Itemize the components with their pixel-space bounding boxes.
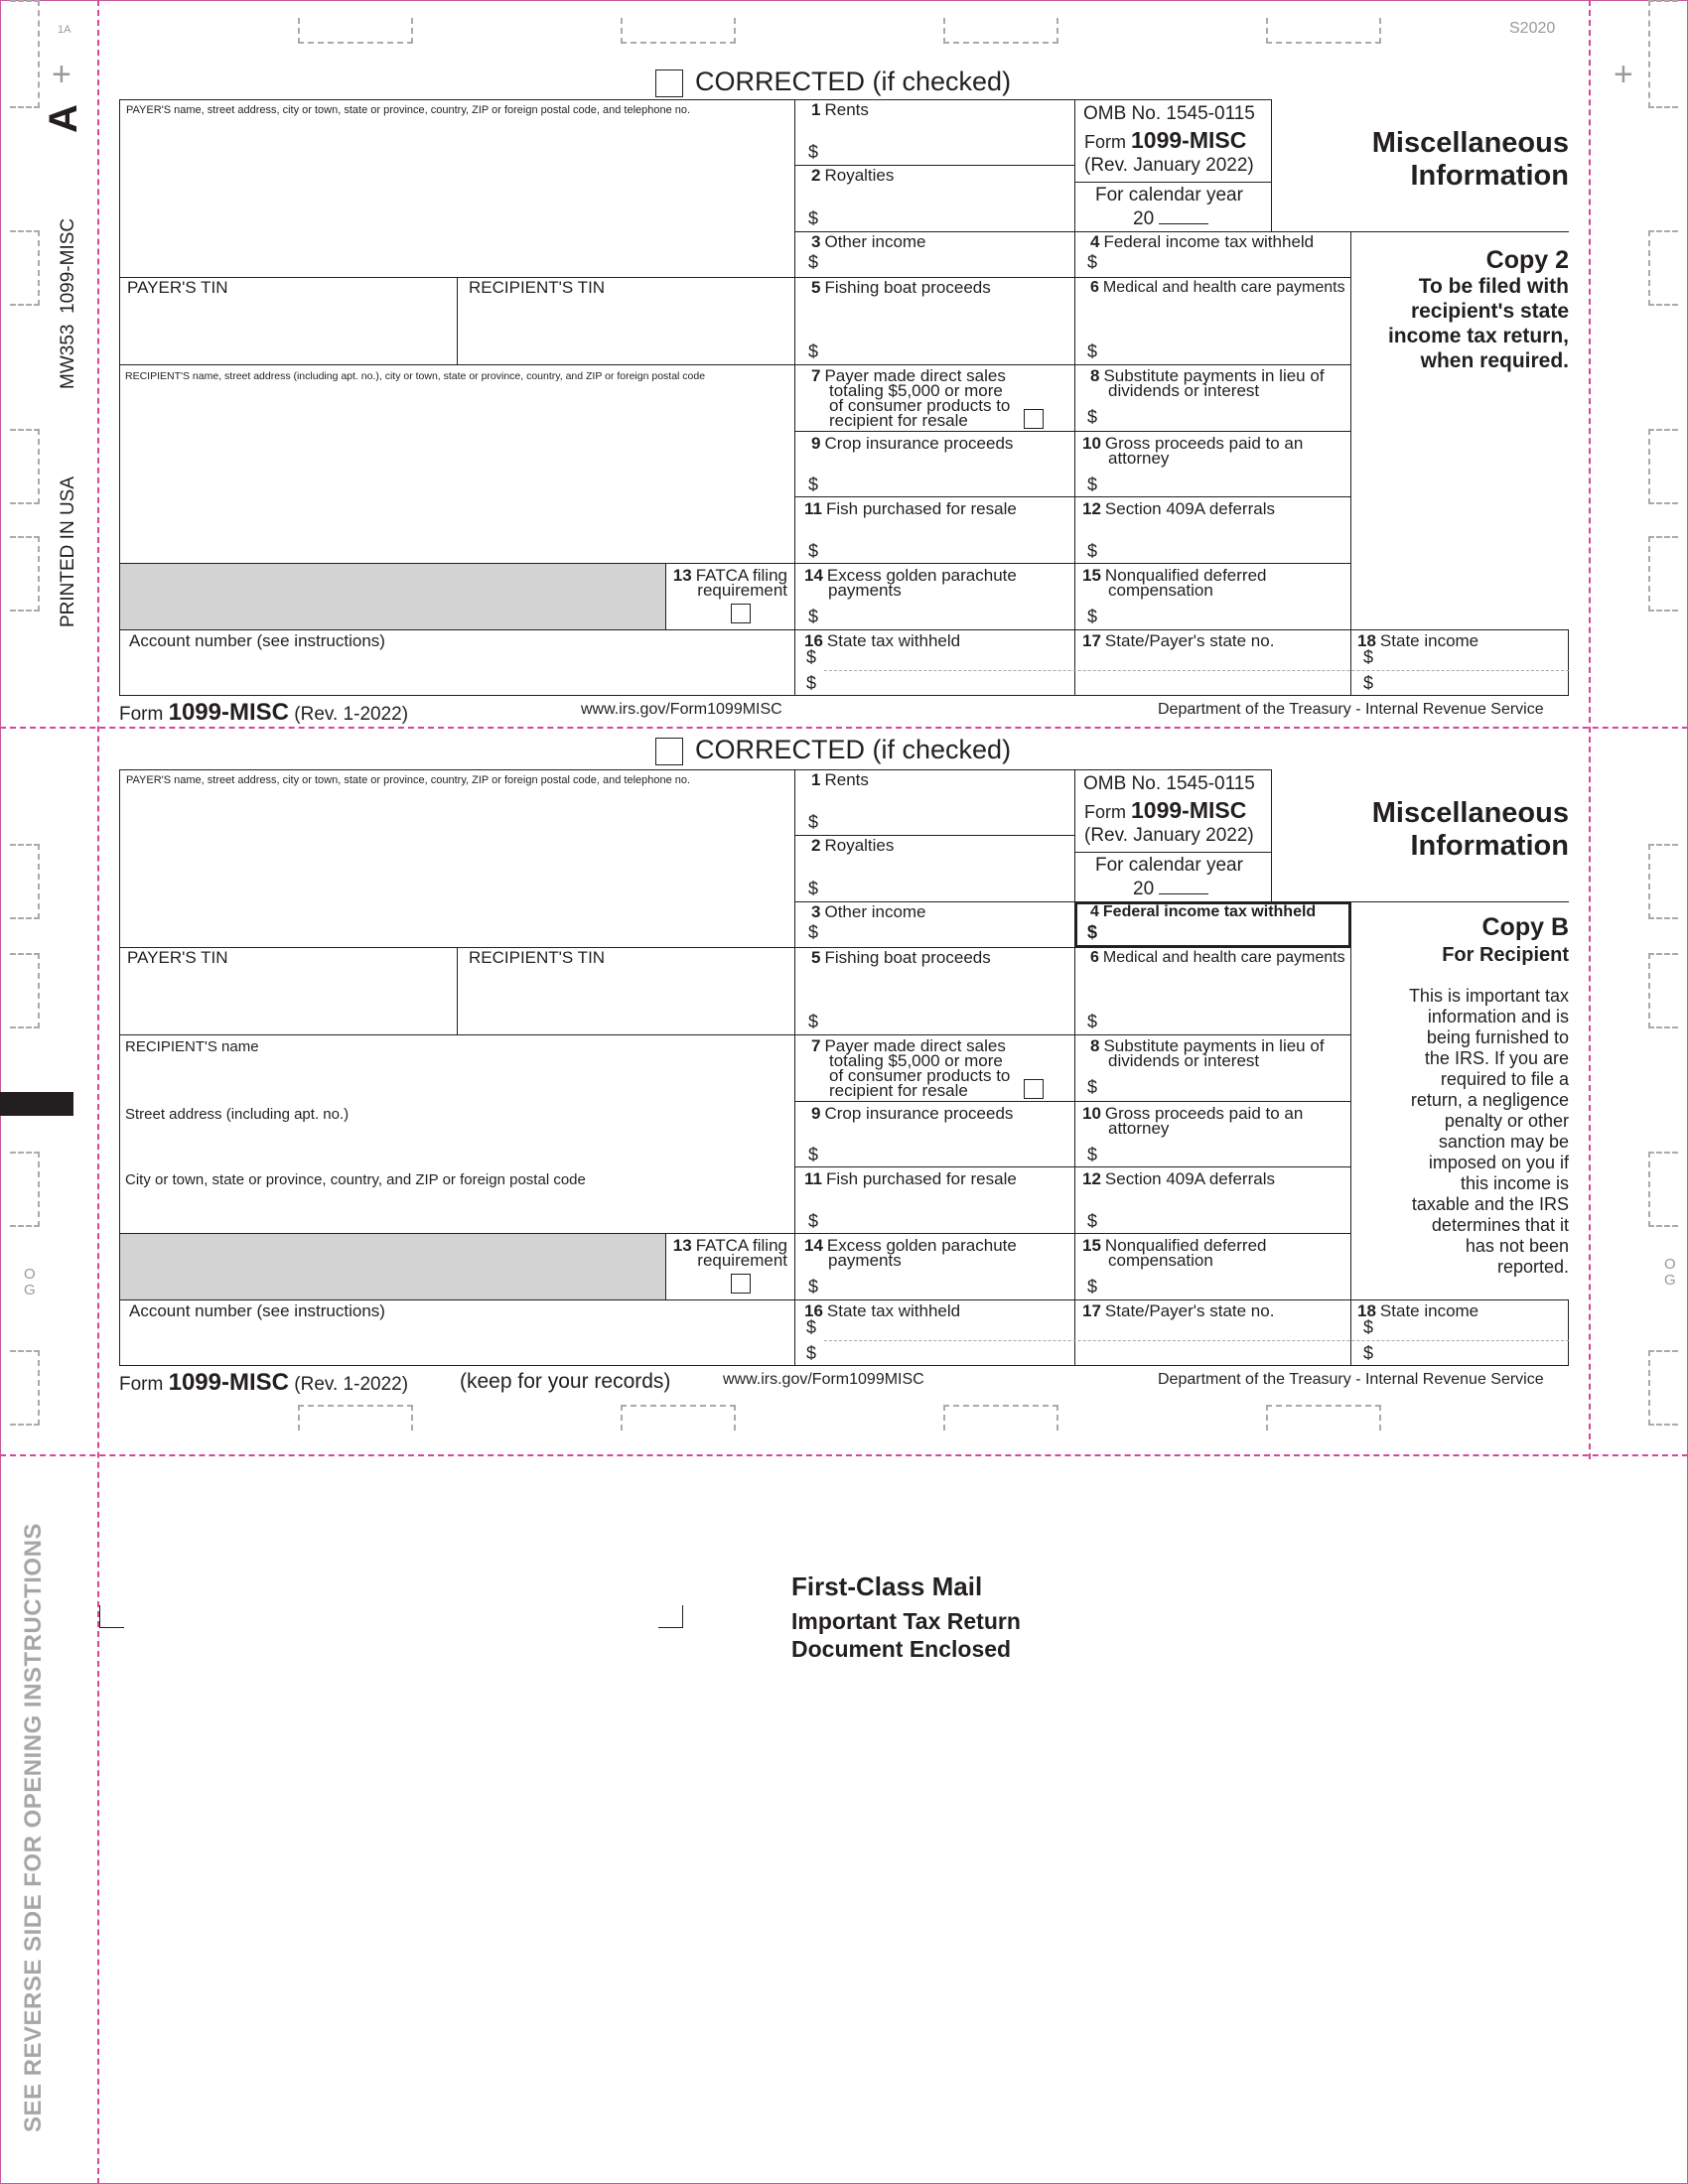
box-14-label: 14 Excess golden parachute payments <box>804 566 1017 600</box>
box-18-dollar-2: $ <box>1363 1343 1374 1363</box>
copy-b-line-5: required to file a <box>1440 1069 1569 1089</box>
box-5-label: 5 Fishing boat proceeds <box>811 278 991 297</box>
corrected-checkbox[interactable] <box>655 738 683 765</box>
payer-tin-label: PAYER'S TIN <box>127 948 228 967</box>
copy-2-line-2: recipient's state <box>1410 300 1569 323</box>
corner-code: 1A <box>58 24 71 36</box>
box-6-label: 6 Medical and health care payments <box>1090 279 1345 296</box>
copy-b-line-7: penalty or other <box>1444 1111 1569 1131</box>
payer-name-label: PAYER'S name, street address, city or town, state or province, country, ZIP or foreign postal code, and telephone no. <box>126 774 691 786</box>
box-15-label: 15 Nonqualified deferred compensation <box>1082 1236 1267 1270</box>
box-12-label: 12 Section 409A deferrals <box>1082 1169 1275 1188</box>
footer-form-name: Form 1099-MISC (Rev. 1-2022) <box>119 699 409 726</box>
box-3-label: 3 Other income <box>811 232 926 251</box>
box-16-dollar-1: $ <box>806 647 817 667</box>
copy-b-block <box>1360 912 1569 1278</box>
copy-b-line-2: information and is <box>1427 1007 1569 1026</box>
street-address-label: Street address (including apt. no.) <box>125 1106 350 1123</box>
box-14-label: 14 Excess golden parachute payments <box>804 1236 1017 1270</box>
copy-2-line-3: income tax return, <box>1387 325 1569 347</box>
box-16-label: 16 State tax withheld <box>804 631 961 650</box>
right-panel-line <box>1351 901 1569 902</box>
corner-mark-right <box>658 1605 683 1628</box>
box-15-label: 15 Nonqualified deferred compensation <box>1082 566 1267 600</box>
copy-b-line-1: This is important tax <box>1408 986 1569 1006</box>
rev-date: (Rev. January 2022) <box>1084 155 1254 176</box>
crosshair-icon: + <box>1614 56 1633 93</box>
corner-mark-left <box>99 1605 124 1628</box>
box-11-dollar: $ <box>808 541 819 561</box>
calendar-year-value: 20 <box>1133 879 1208 900</box>
box-14-dollar: $ <box>808 1277 819 1297</box>
omb-number: OMB No. 1545-0115 <box>1083 773 1255 794</box>
account-number-label: Account number (see instructions) <box>129 1301 385 1320</box>
letter-a: A <box>42 104 85 133</box>
box-10-dollar: $ <box>1087 475 1098 494</box>
footer-url: www.irs.gov/Form1099MISC <box>723 1371 924 1388</box>
box-4-label: 4 Federal income tax withheld <box>1090 903 1317 920</box>
box-2-dollar: $ <box>808 879 819 898</box>
copy-b-line-10: this income is <box>1460 1173 1569 1193</box>
box-12-label: 12 Section 409A deferrals <box>1082 499 1275 518</box>
fold-line-2 <box>0 1454 1688 1456</box>
box-6-label: 6 Medical and health care payments <box>1090 949 1345 966</box>
copy-2-title: Copy 2 <box>1485 246 1569 274</box>
box-2-label: 2 Royalties <box>811 836 895 855</box>
recipient-name-box[interactable] <box>119 1034 795 1234</box>
omb-number: OMB No. 1545-0115 <box>1083 103 1255 124</box>
payer-name-label: PAYER'S name, street address, city or town, state or province, country, ZIP or foreign postal code, and telephone no. <box>126 104 691 116</box>
form-copy-b <box>0 670 1688 1397</box>
account-number-label: Account number (see instructions) <box>129 631 385 650</box>
copy-b-line-8: sanction may be <box>1438 1132 1569 1152</box>
og-left: O G <box>24 1266 36 1298</box>
box-18-dollar-1: $ <box>1363 1317 1374 1337</box>
copy-b-line-9: imposed on you if <box>1428 1153 1569 1172</box>
fatca-checkbox[interactable] <box>731 1274 751 1294</box>
right-panel-vline <box>1350 231 1351 629</box>
box-11-label: 11 Fish purchased for resale <box>804 499 1017 518</box>
box-5-dollar: $ <box>808 1012 819 1031</box>
copy-b-title: Copy B <box>1481 913 1569 941</box>
recipient-tin-label: RECIPIENT'S TIN <box>469 278 606 297</box>
box-8-dollar: $ <box>1087 1077 1098 1097</box>
form-code: S2020 <box>1509 20 1556 37</box>
calendar-year-label: For calendar year <box>1095 855 1243 876</box>
box-1-dollar: $ <box>808 142 819 162</box>
recipient-address-box[interactable] <box>119 364 795 564</box>
shaded-box <box>119 1233 666 1300</box>
recipient-tin-label: RECIPIENT'S TIN <box>469 948 606 967</box>
box-18-dollar-2: $ <box>1363 673 1374 693</box>
crosshair-icon: + <box>52 56 71 93</box>
box-17-label: 17 State/Payer's state no. <box>1082 631 1275 650</box>
corrected-label: CORRECTED (if checked) <box>695 67 1012 96</box>
box-18-label: 18 State income <box>1357 1301 1479 1320</box>
box-4-label: 4 Federal income tax withheld <box>1090 232 1315 251</box>
form-copy-2 <box>0 0 1688 727</box>
rev-date: (Rev. January 2022) <box>1084 825 1254 846</box>
tear-stub <box>298 1405 413 1431</box>
box-11-label: 11 Fish purchased for resale <box>804 1169 1017 1188</box>
copy-b-line-3: being furnished to <box>1426 1027 1569 1047</box>
box-14-dollar: $ <box>808 607 819 626</box>
box-7-checkbox[interactable] <box>1024 409 1044 429</box>
tear-stub <box>1266 1405 1381 1431</box>
og-right: O G <box>1664 1256 1676 1289</box>
payer-tin-label: PAYER'S TIN <box>127 278 228 297</box>
box-11-dollar: $ <box>808 1211 819 1231</box>
right-panel-line <box>1351 231 1569 232</box>
form-name-header: Form 1099-MISC <box>1084 797 1247 823</box>
right-panel-vline <box>1350 901 1351 1299</box>
copy-b-line-6: return, a negligence <box>1410 1090 1569 1110</box>
mail-class: First-Class Mail <box>791 1571 983 1601</box>
state-dash-row <box>824 1340 1569 1341</box>
box-12-dollar: $ <box>1087 1211 1098 1231</box>
copy-b-line-11: taxable and the IRS <box>1411 1194 1569 1214</box>
box-12-dollar: $ <box>1087 541 1098 561</box>
copy-2-line-1: To be filed with <box>1418 275 1569 298</box>
box-3-dollar: $ <box>808 922 819 942</box>
payer-name-box[interactable] <box>119 99 795 278</box>
footer-url: www.irs.gov/Form1099MISC <box>581 701 782 718</box>
box-16-label: 16 State tax withheld <box>804 1301 961 1320</box>
corrected-checkbox[interactable] <box>655 69 683 97</box>
side-code-mw: MW353 <box>58 324 78 389</box>
fatca-checkbox[interactable] <box>731 604 751 623</box>
tear-stub <box>621 1405 736 1431</box>
box-8-dollar: $ <box>1087 407 1098 427</box>
copy-2-block <box>1360 246 1569 373</box>
box-1-label: 1 Rents <box>811 770 869 789</box>
box-1-dollar: $ <box>808 812 819 832</box>
payer-name-box[interactable] <box>119 769 795 948</box>
footer-dept: Department of the Treasury - Internal Revenue Service <box>1158 1371 1544 1388</box>
box-9-label: 9 Crop insurance proceeds <box>811 434 1014 453</box>
box-8-label: 8 Substitute payments in lieu of dividends or interest <box>1090 366 1325 400</box>
box-9-dollar: $ <box>808 475 819 494</box>
box-4-dollar: $ <box>1087 252 1098 272</box>
city-label: City or town, state or province, country, and ZIP or foreign postal code <box>125 1171 586 1188</box>
mail-line-2: Important Tax Return <box>791 1608 1021 1634</box>
copy-b-line-12: determines that it <box>1431 1215 1569 1235</box>
box-18-label: 18 State income <box>1357 631 1479 650</box>
box-10-label: 10 Gross proceeds paid to an attorney <box>1082 434 1304 468</box>
box-3-dollar: $ <box>808 252 819 272</box>
box-4-dollar: $ <box>1087 922 1098 942</box>
recipient-name-label: RECIPIENT'S name <box>125 1038 259 1055</box>
box-15-dollar: $ <box>1087 1277 1098 1297</box>
footer-form-name: Form 1099-MISC (Rev. 1-2022) <box>119 1369 409 1396</box>
printed-in-usa: PRINTED IN USA <box>58 476 78 627</box>
box-6-dollar: $ <box>1087 341 1098 361</box>
box-10-label: 10 Gross proceeds paid to an attorney <box>1082 1104 1304 1138</box>
reverse-side-note: SEE REVERSE SIDE FOR OPENING INSTRUCTIONS <box>20 1523 47 2132</box>
box-6-dollar: $ <box>1087 1012 1098 1031</box>
shaded-box <box>119 563 666 630</box>
calendar-year-value: 20 <box>1133 208 1208 230</box>
box-9-dollar: $ <box>808 1145 819 1164</box>
copy-b-subtitle: For Recipient <box>1442 944 1569 966</box>
box-15-dollar: $ <box>1087 607 1098 626</box>
copy-b-line-4: the IRS. If you are <box>1424 1048 1569 1068</box>
tear-stub <box>943 1405 1058 1431</box>
form-name-header: Form 1099-MISC <box>1084 127 1247 153</box>
box-16-dollar-2: $ <box>806 673 817 693</box>
side-code-form: 1099-MISC <box>58 217 78 314</box>
footer-dept: Department of the Treasury - Internal Revenue Service <box>1158 701 1544 718</box>
box-7-label: 7 Payer made direct sales totaling $5,000 or more of consumer products to recipient for resale <box>811 366 1011 430</box>
box-18-dollar-1: $ <box>1363 647 1374 667</box>
box-7-label: 7 Payer made direct sales totaling $5,000 or more of consumer products to recipient for resale <box>811 1036 1011 1100</box>
corrected-label: CORRECTED (if checked) <box>695 735 1012 764</box>
box-7-checkbox[interactable] <box>1024 1079 1044 1099</box>
calendar-year-label: For calendar year <box>1095 185 1243 205</box>
box-2-dollar: $ <box>808 208 819 228</box>
copy-b-line-14: reported. <box>1496 1257 1569 1277</box>
box-16-dollar-2: $ <box>806 1343 817 1363</box>
box-5-label: 5 Fishing boat proceeds <box>811 948 991 967</box>
box-1-label: 1 Rents <box>811 100 869 119</box>
keep-records-note: (keep for your records) <box>460 1370 671 1393</box>
box-2-label: 2 Royalties <box>811 166 895 185</box>
box-3-label: 3 Other income <box>811 902 926 921</box>
mail-line-3: Document Enclosed <box>791 1636 1012 1662</box>
copy-b-line-13: has not been <box>1465 1236 1569 1256</box>
box-10-dollar: $ <box>1087 1145 1098 1164</box>
form-title: Miscellaneous Information <box>1371 797 1569 862</box>
box-13-label: 13 FATCA filing requirement <box>672 566 787 600</box>
box-8-label: 8 Substitute payments in lieu of dividends or interest <box>1090 1036 1325 1070</box>
box-5-dollar: $ <box>808 341 819 361</box>
recipient-address-label: RECIPIENT'S name, street address (including apt. no.), city or town, state or province, country, and ZIP or foreign postal code <box>125 370 706 382</box>
box-17-label: 17 State/Payer's state no. <box>1082 1301 1275 1320</box>
box-9-label: 9 Crop insurance proceeds <box>811 1104 1014 1123</box>
form-title: Miscellaneous Information <box>1371 127 1569 192</box>
box-13-label: 13 FATCA filing requirement <box>672 1236 787 1270</box>
copy-2-line-4: when required. <box>1420 349 1569 372</box>
box-16-dollar-1: $ <box>806 1317 817 1337</box>
